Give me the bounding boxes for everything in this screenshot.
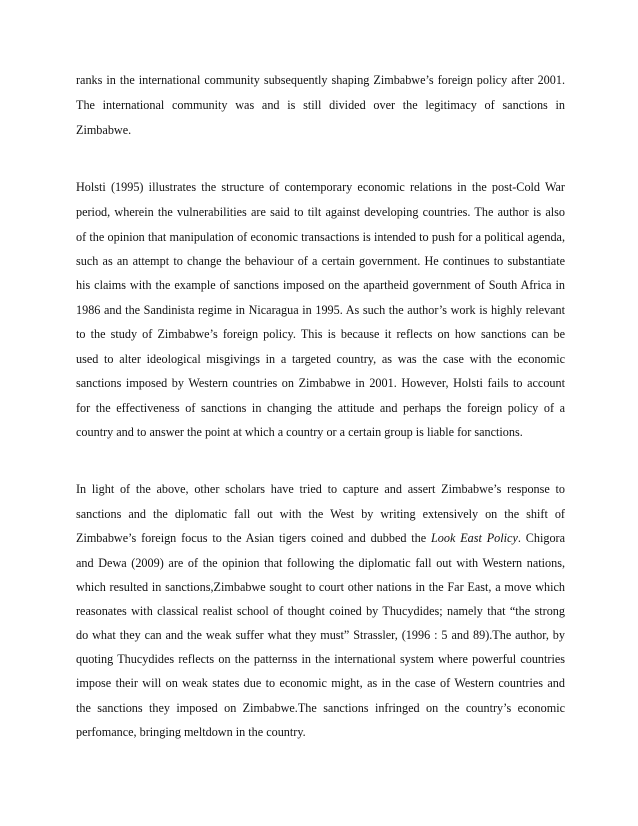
paragraph-2-line-11: country and to answer the point at which a country or a certain group is liable for sanctions.: [76, 425, 523, 439]
paragraph-3-line-9: impose their will on weak states due to economic might, as in the case of Western countries and: [76, 676, 565, 690]
paragraph-3-line-6: reasonates with classical realist school of thought coined by Thucydides; namely that “the strong: [76, 604, 565, 618]
paragraph-2-line-4: such as an attempt to change the behaviour of a certain government. He continues to substantiate: [76, 254, 565, 268]
paragraph-3-line-10: the sanctions they imposed on Zimbabwe.The sanctions infringed on the country’s economic: [76, 701, 565, 715]
paragraph-3-line-4: and Dewa (2009) are of the opinion that following the diplomatic fall out with Western nations,: [76, 556, 565, 570]
paragraph-2-line-5: his claims with the example of sanctions imposed on the apartheid government of South Africa in: [76, 278, 565, 292]
paragraph-2-line-1: Holsti (1995) illustrates the structure of contemporary economic relations in the post-Cold War: [76, 180, 565, 194]
paragraph-2-line-8: used to alter ideological misgivings in a targeted country, as was the case with the economic: [76, 352, 565, 366]
paragraph-3-line-2: sanctions and the diplomatic fall out with the West by writing extensively on the shift of: [76, 507, 565, 521]
paragraph-2-line-3: of the opinion that manipulation of economic transactions is intended to push for a political agenda,: [76, 230, 565, 244]
line-text-before-italic: Zimbabwe’s foreign focus to the Asian tigers coined and dubbed the: [76, 531, 432, 545]
paragraph-3-line-8: quoting Thucydides reflects on the patternss in the international system where powerful countries: [76, 652, 565, 666]
paragraph-2-line-7: to the study of Zimbabwe’s foreign policy. This is because it reflects on how sanctions can be: [76, 327, 565, 341]
paragraph-2-line-10: for the effectiveness of sanctions in changing the attitude and perhaps the foreign policy of a: [76, 401, 565, 415]
look-east-policy-italic: Look East Policy: [431, 531, 518, 545]
paragraph-3-line-7: do what they can and the weak suffer what they must” Strassler, (1996 : 5 and 89).The author, by: [76, 628, 565, 642]
paragraph-3-line-11: perfomance, bringing meltdown in the country.: [76, 725, 306, 739]
paragraph-1-line-2: The international community was and is still divided over the legitimacy of sanctions in: [76, 98, 565, 112]
paragraph-3-line-5: which resulted in sanctions,Zimbabwe sought to court other nations in the Far East, a move which: [76, 580, 565, 594]
paragraph-1-line-3: Zimbabwe.: [76, 123, 132, 137]
paragraph-3-line-3: [76, 531, 565, 545]
paragraph-3-line-1: In light of the above, other scholars have tried to capture and assert Zimbabwe’s response to: [76, 482, 565, 496]
paragraph-2-line-9: sanctions imposed by Western countries on Zimbabwe in 2001. However, Holsti fails to account: [76, 376, 565, 390]
paragraph-2-line-6: 1986 and the Sandinista regime in Nicaragua in 1995. As such the author’s work is highly relevant: [76, 303, 565, 317]
line-text-after-italic: . Chigora: [517, 531, 566, 545]
paragraph-2-line-2: period, wherein the vulnerabilities are said to tilt against developing countries. The author is also: [76, 205, 565, 219]
paragraph-1-line-1: ranks in the international community subsequently shaping Zimbabwe’s foreign policy after 2001.: [76, 73, 565, 87]
